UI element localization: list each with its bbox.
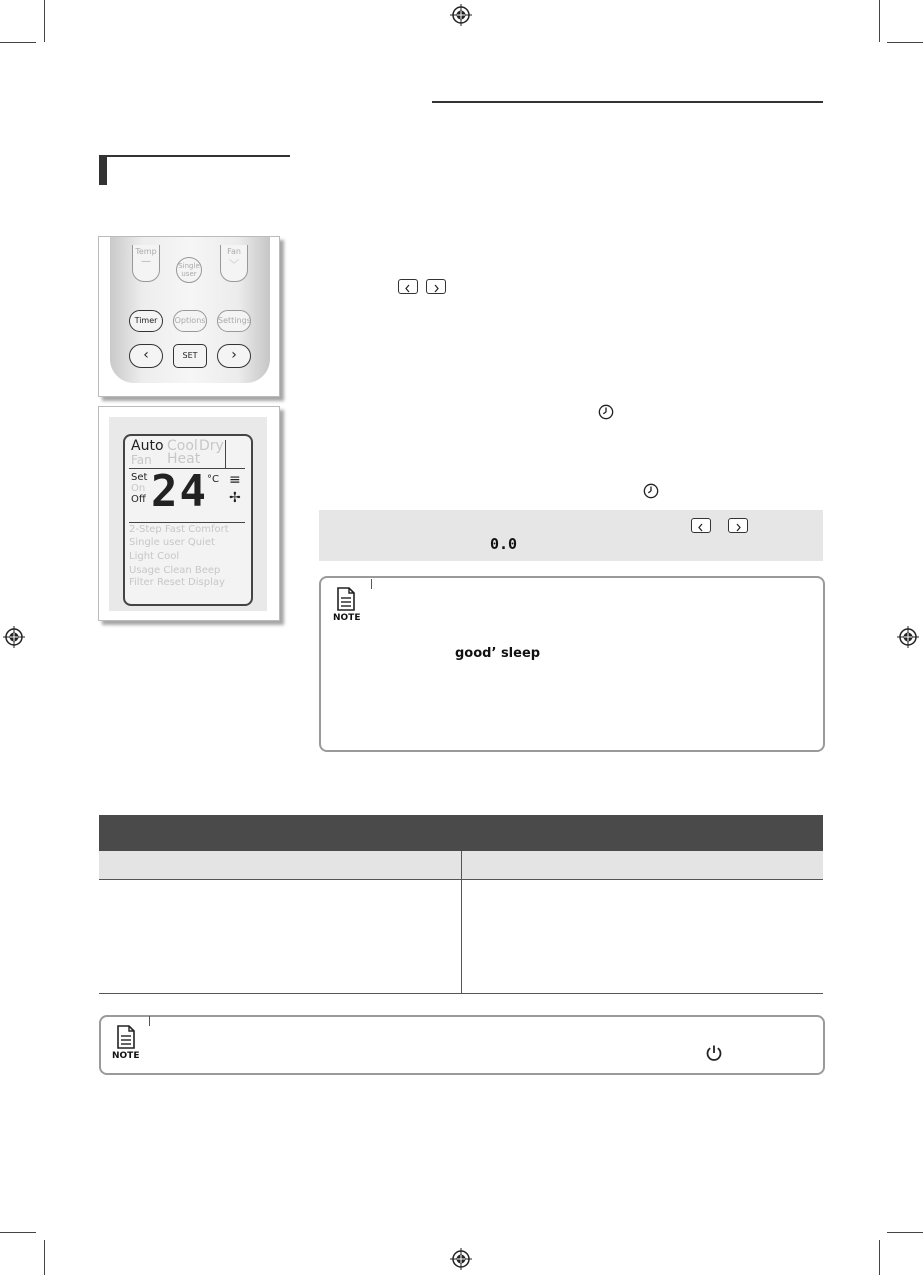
- note-divider: [371, 579, 372, 589]
- crop-mark: [887, 1232, 923, 1233]
- table-header: [99, 815, 823, 851]
- mode-heat: Heat: [167, 451, 201, 467]
- registration-mark-icon: [3, 626, 25, 648]
- settings-label: Settings: [218, 316, 251, 325]
- temp-label: Temp: [135, 247, 157, 256]
- left-arrow-key-icon: [398, 279, 418, 294]
- left-arrow-key-icon: [691, 518, 711, 533]
- timer-label: Timer: [134, 316, 158, 325]
- mode-cool: Cool: [167, 438, 198, 454]
- table-rule: [99, 993, 823, 994]
- right-arrow-key-icon: [426, 279, 446, 294]
- table-column-divider: [461, 851, 462, 994]
- display-divider: [129, 522, 245, 523]
- remote-control-photo: [98, 236, 280, 397]
- single-user-label: Single user: [178, 262, 200, 278]
- option-row-5: Filter Reset Display: [129, 577, 225, 588]
- option-row-2: Single user Quiet: [129, 537, 215, 548]
- option-row-3: Light Cool: [129, 551, 180, 562]
- left-button[interactable]: [129, 344, 163, 368]
- set-button[interactable]: [173, 344, 207, 368]
- note-box: [319, 576, 825, 752]
- crop-mark: [44, 0, 45, 42]
- minus-icon: —: [141, 256, 151, 267]
- power-icon: [705, 1044, 723, 1062]
- section-marker: [99, 155, 107, 185]
- set-label: SET: [182, 351, 198, 360]
- chevron-left-icon: ‹: [143, 347, 149, 363]
- mode-auto: Auto: [131, 438, 164, 454]
- options-label: Options: [174, 316, 206, 325]
- display-panel-photo: [98, 406, 280, 621]
- display-panel: [123, 434, 253, 606]
- timer-clock-icon: [643, 483, 659, 499]
- temp-button[interactable]: [132, 245, 160, 282]
- registration-mark-icon: [897, 626, 919, 648]
- right-button[interactable]: [217, 344, 251, 368]
- section-rule: [106, 155, 290, 157]
- fan-speed-icon: ≡: [229, 472, 241, 488]
- note-divider: [149, 1016, 150, 1026]
- set-indicator: Set: [131, 472, 148, 483]
- off-indicator: Off: [131, 494, 146, 505]
- mode-fan: Fan: [131, 453, 152, 467]
- timer-clock-icon: [598, 404, 614, 420]
- display-divider: [225, 440, 226, 468]
- note-label: NOTE: [333, 613, 361, 623]
- note-icon: [116, 1025, 136, 1049]
- fan-icon: ✢: [229, 490, 241, 506]
- display-value: 0.0: [490, 535, 518, 553]
- registration-mark-icon: [450, 1248, 472, 1270]
- header-rule: [432, 101, 823, 103]
- note-label: NOTE: [112, 1051, 140, 1061]
- on-indicator: On: [131, 483, 146, 494]
- chevron-down-icon: ﹀: [229, 260, 239, 271]
- options-button[interactable]: [173, 310, 207, 332]
- info-strip: [319, 510, 823, 561]
- right-arrow-key-icon: [728, 518, 748, 533]
- option-row-4: Usage Clean Beep: [129, 565, 221, 576]
- crop-mark: [879, 1240, 880, 1275]
- timer-button[interactable]: [129, 310, 163, 332]
- settings-button[interactable]: [217, 310, 251, 332]
- crop-mark: [44, 1240, 45, 1275]
- option-row-1: 2-Step Fast Comfort: [129, 524, 229, 535]
- good-sleep-text: good’ sleep: [455, 646, 541, 661]
- fan-label: Fan: [227, 247, 241, 256]
- registration-mark-icon: [450, 4, 472, 26]
- temperature-readout: 24: [151, 466, 208, 517]
- crop-mark: [887, 42, 923, 43]
- fan-button[interactable]: [220, 245, 248, 282]
- chevron-right-icon: ›: [231, 347, 237, 363]
- mode-dry: Dry: [199, 438, 224, 454]
- temperature-unit: °C: [207, 474, 219, 485]
- crop-mark: [0, 1232, 36, 1233]
- crop-mark: [879, 0, 880, 42]
- note-icon: [336, 587, 356, 611]
- single-user-button[interactable]: [176, 257, 202, 283]
- crop-mark: [0, 42, 36, 43]
